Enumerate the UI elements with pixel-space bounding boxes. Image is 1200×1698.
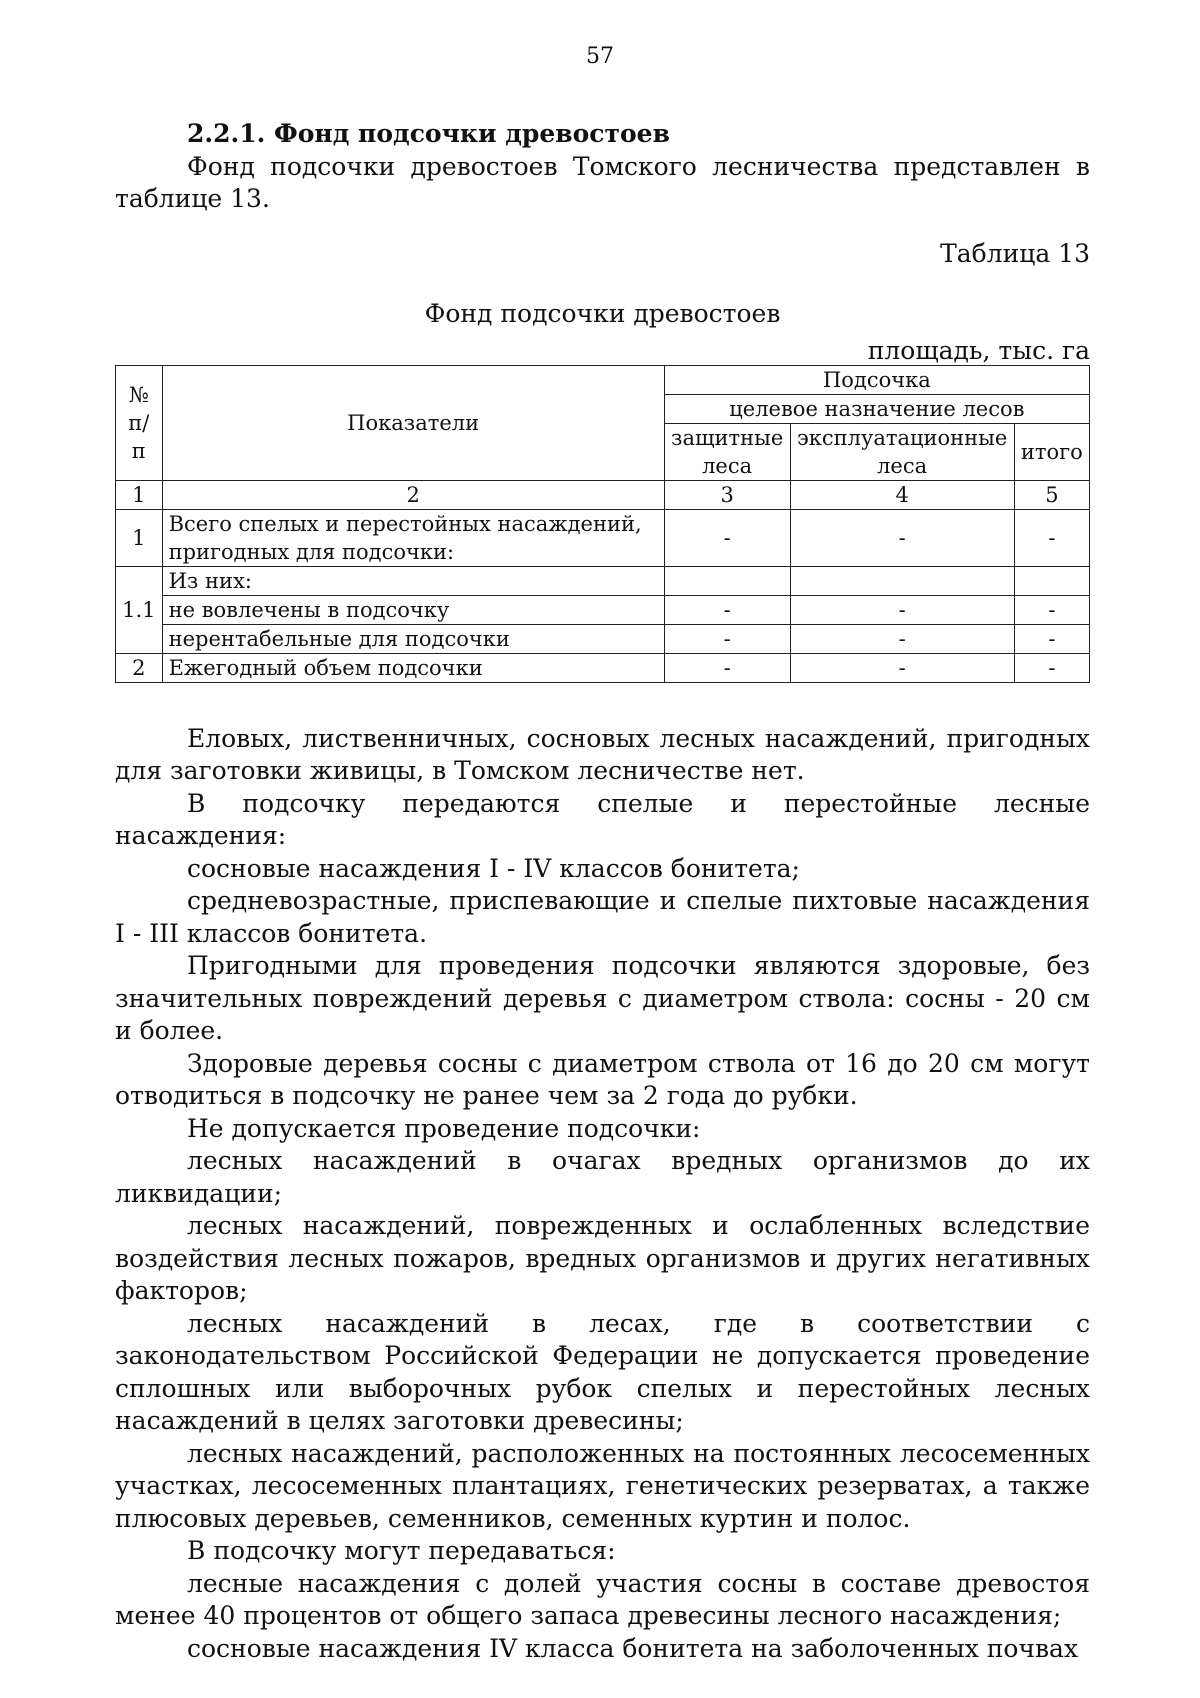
table-caption: Фонд подсочки древостоев	[424, 299, 781, 328]
row-indicator: нерентабельные для подсочки	[162, 624, 664, 653]
document-body	[115, 118, 1090, 1665]
header-exploitation: эксплуатационные леса	[790, 423, 1014, 480]
row-number: 1	[116, 509, 163, 566]
table-row	[116, 509, 1090, 566]
column-numbering-row	[116, 480, 1090, 509]
row-protective-value: -	[664, 653, 790, 682]
header-number: № п/п	[116, 365, 163, 480]
body-paragraph: Здоровые деревья сосны с диаметром ствола от 16 до 20 см могут отводиться в подсочку не ранее чем за 2 года до рубки.	[115, 1048, 1090, 1110]
row-exploitation-value: -	[790, 653, 1014, 682]
header-tapping: Подсочка	[664, 365, 1089, 394]
body-paragraph: В подсочку могут передаваться:	[187, 1536, 616, 1565]
header-indicators: Показатели	[162, 365, 664, 480]
body-paragraph: Не допускается проведение подсочки:	[187, 1113, 701, 1143]
row-exploitation-value: -	[790, 624, 1014, 653]
body-paragraph: лесных насаждений, расположенных на постоянных лесосеменных участках, лесосеменных плантациях, генетических резерватах, а также плюсовых деревьев, семенников, семенных куртин и полос.	[115, 1438, 1090, 1533]
unit-note: площадь, тыс. га	[867, 335, 1090, 365]
row-indicator: не вовлечены в подсочку	[162, 595, 664, 624]
header-protective: защитные леса	[664, 423, 790, 480]
row-total-value: -	[1014, 624, 1089, 653]
body-paragraph: В подсочку передаются спелые и перестойные лесные насаждения:	[115, 788, 1090, 850]
body-paragraph: Еловых, лиственничных, сосновых лесных насаждений, пригодных для заготовки живицы, в Томском лесничестве нет.	[115, 723, 1090, 785]
row-number: 1.1	[116, 566, 163, 653]
column-number: 4	[790, 480, 1014, 509]
row-protective-value: -	[664, 595, 790, 624]
row-exploitation-value: -	[790, 509, 1014, 566]
body-paragraph: лесных насаждений, поврежденных и ослабленных вследствие воздействия лесных пожаров, вредных организмов и других негативных факторов;	[115, 1211, 1090, 1305]
intro-paragraph: Фонд подсочки древостоев Томского лесничества представлен в таблице 13.	[115, 151, 1090, 213]
header-row-1	[116, 365, 1090, 394]
row-indicator: Ежегодный объем подсочки	[162, 653, 664, 682]
row-total-value: -	[1014, 595, 1089, 624]
row-protective-value: -	[664, 624, 790, 653]
row-exploitation-value: -	[790, 595, 1014, 624]
row-protective-value	[664, 566, 790, 595]
column-number: 5	[1014, 480, 1089, 509]
column-number: 3	[664, 480, 790, 509]
body-paragraph: сосновые насаждения IV класса бонитета на заболоченных почвах	[187, 1633, 1079, 1663]
body-paragraph: лесных насаждений в лесах, где в соответствии с законодательством Российской Федерации не допускается проведение сплошных или выборочных рубок спелых и перестойных лесных насаждений в целях заготовки древесины;	[115, 1308, 1090, 1435]
tapping-fund-table	[115, 365, 1090, 683]
row-total-value	[1014, 566, 1089, 595]
column-number: 2	[162, 480, 664, 509]
body-paragraph: сосновые насаждения I - IV классов бонитета;	[187, 853, 800, 883]
table-label: Таблица 13	[940, 238, 1090, 268]
row-number: 2	[116, 653, 163, 682]
header-forest-purpose: целевое назначение лесов	[664, 394, 1089, 423]
row-indicator: Всего спелых и перестойных насаждений, пригодных для подсочки:	[162, 509, 664, 566]
row-indicator: Из них:	[162, 566, 664, 595]
body-paragraph: Пригодными для проведения подсочки являются здоровые, без значительных повреждений деревья с диаметром ствола: сосны - 20 см и более.	[115, 951, 1090, 1045]
table-row	[116, 566, 1090, 595]
table-row	[116, 595, 1090, 624]
header-total: итого	[1014, 423, 1089, 480]
page-number: 57	[586, 44, 614, 69]
body-paragraph: средневозрастные, приспевающие и спелые пихтовые насаждения I - III классов бонитета.	[115, 886, 1090, 948]
table-row	[116, 653, 1090, 682]
body-paragraph: лесных насаждений в очагах вредных организмов до их ликвидации;	[115, 1146, 1090, 1208]
section-heading: 2.2.1. Фонд подсочки древостоев	[187, 119, 670, 148]
row-exploitation-value	[790, 566, 1014, 595]
column-number: 1	[116, 480, 163, 509]
row-total-value: -	[1014, 653, 1089, 682]
body-paragraph: лесные насаждения с долей участия сосны в составе древостоя менее 40 процентов от общего запаса древесины лесного насаждения;	[115, 1568, 1090, 1630]
row-total-value: -	[1014, 509, 1089, 566]
table-row	[116, 624, 1090, 653]
row-protective-value: -	[664, 509, 790, 566]
